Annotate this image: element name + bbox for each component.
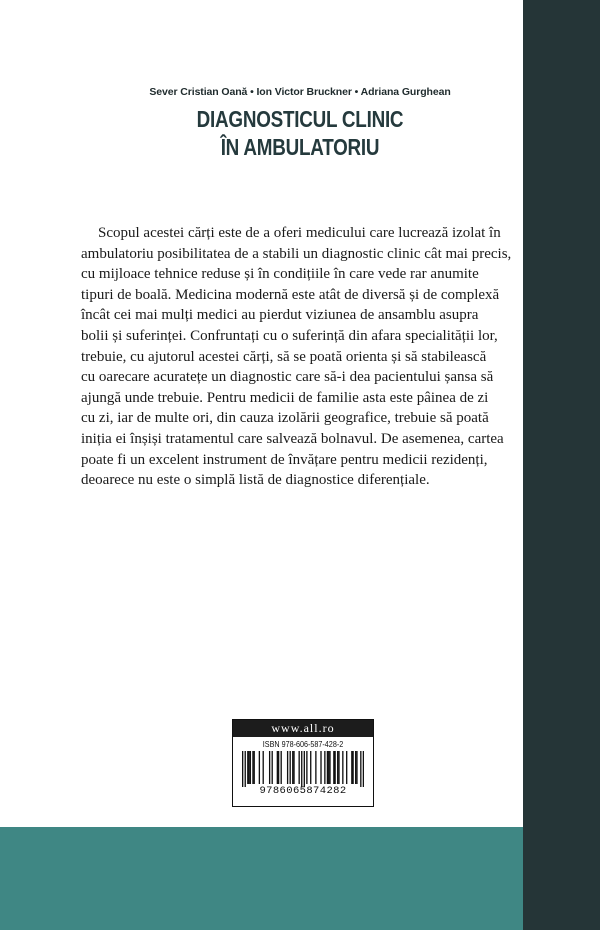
barcode-bar (346, 751, 347, 784)
barcode-bar (329, 751, 330, 784)
barcode-bar (290, 751, 291, 784)
barcode-bar (263, 751, 264, 784)
barcode-bar (337, 751, 338, 784)
barcode-bar (306, 751, 307, 784)
barcode-bar (320, 751, 321, 784)
barcode-bar (356, 751, 357, 784)
publisher-website: www.all.ro (233, 720, 373, 737)
blurb-line: poate fi un excelent instrument de învățare pentru medicii rezidenți, (81, 451, 488, 468)
blurb-line: cu oarecare acuratețe un diagnostic care să-i dea pacientului șansa să (81, 369, 494, 386)
blurb-line: ajungă unde trebuie. Pentru medicii de familie asta este pâinea de zi (81, 389, 489, 406)
barcode-bar (334, 751, 335, 784)
barcode-bar (299, 751, 300, 784)
barcode-bar (248, 751, 249, 784)
barcode-bar (352, 751, 353, 784)
barcode-bar (324, 751, 325, 784)
blurb-paragraph (81, 223, 541, 491)
blurb-line: Scopul acestei cărți este de a oferi medicului care lucrează izolat în (98, 225, 501, 241)
barcode-bar (333, 751, 334, 784)
blurb-line: iniția ei înșiși tratamentul care salvează bolnavul. De asemenea, cartea (81, 430, 504, 447)
barcode-bar (250, 751, 251, 784)
title-line-2: ÎN AMBULATORIU (220, 134, 380, 160)
barcode-bar (277, 751, 278, 784)
barcode-bar (355, 751, 356, 784)
blurb-line: trebuie, cu ajutorul acestei cărți, să se poată orienta și să stabilească (81, 348, 487, 365)
blurb-line: încât cei mai mulți medici au pierdut viziunea de ansamblu asupra (81, 307, 479, 324)
blurb-line: ambulatoriu posibilitatea de a stabili un diagnostic clinic cât mai precis, (81, 245, 512, 262)
barcode-bar (327, 751, 328, 784)
bottom-color-band (0, 827, 523, 930)
barcode-bar (292, 751, 293, 784)
barcode-bar (242, 751, 243, 787)
barcode-bar (351, 751, 352, 784)
blurb-line: bolii și suferinței. Confruntați cu o suferință din afara specialității lor, (81, 327, 498, 344)
barcode-bar (328, 751, 329, 784)
blurb-line: deoarece nu este o simplă listă de diagnostice diferențiale. (81, 472, 430, 489)
barcode-bar (304, 751, 305, 787)
barcode-bar (301, 751, 302, 787)
barcode-bar (245, 751, 246, 787)
barcode-bar (254, 751, 255, 784)
barcode-bar (293, 751, 294, 784)
barcode-bar (269, 751, 270, 784)
barcode-bar (272, 751, 273, 784)
authors-line: Sever Cristian Oană • Ion Victor Bruckner • Adriana Gurghean (149, 86, 451, 98)
barcode-bar (310, 751, 311, 784)
book-title (54, 105, 546, 161)
barcode-block (232, 719, 374, 807)
barcode-bar (287, 751, 288, 784)
isbn-label: ISBN 978-606-587-428-2 (262, 740, 344, 749)
blurb-line: tipuri de boală. Medicina modernă este atât de diversă și de complexă (81, 286, 500, 303)
blurb-line: cu mijloace tehnice reduse și în condițiile în care vede rar anumite (81, 266, 479, 283)
barcode-bar (338, 751, 339, 784)
barcode-bar (278, 751, 279, 784)
barcode-digits: 9786065874282 (259, 785, 347, 797)
barcode-bar (342, 751, 343, 784)
barcode-bar (252, 751, 253, 784)
title-line-1: DIAGNOSTICUL CLINIC (196, 106, 404, 132)
barcode-bars (242, 751, 364, 787)
barcode-bar (247, 751, 248, 784)
barcode-bar (259, 751, 260, 784)
barcode-bar (360, 751, 361, 787)
barcode-bar (315, 751, 316, 784)
blurb-line: cu zi, iar de multe ori, din cauza izolării geografice, trebuie să poată (81, 410, 489, 427)
barcode-bar (281, 751, 282, 784)
barcode-bar (363, 751, 364, 787)
